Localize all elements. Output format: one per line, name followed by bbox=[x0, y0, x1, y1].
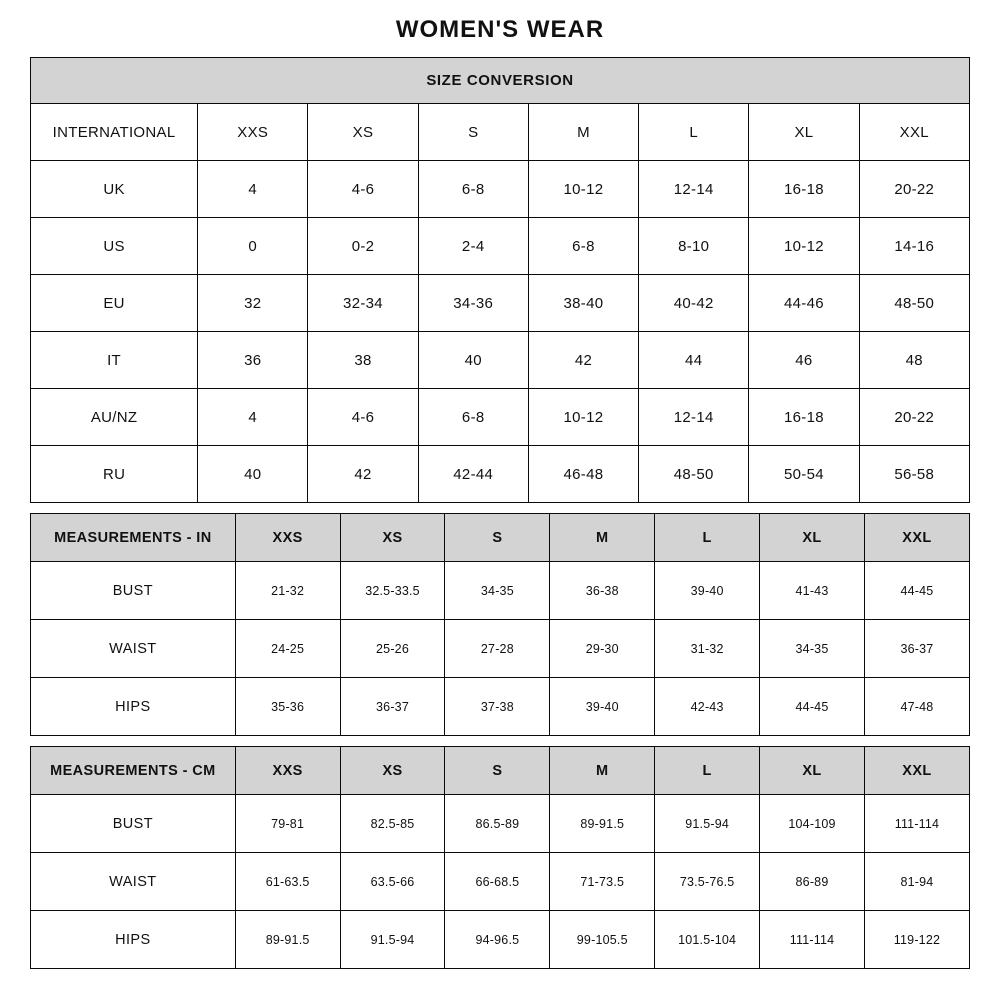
row-label-cell: WAIST bbox=[31, 853, 236, 911]
value-cell: 25-26 bbox=[340, 620, 445, 678]
table-title-row bbox=[31, 58, 970, 104]
value-cell: 36-37 bbox=[340, 678, 445, 736]
value-cell: 104-109 bbox=[760, 795, 865, 853]
value-cell: 42-44 bbox=[418, 446, 528, 503]
value-cell: 34-35 bbox=[445, 562, 550, 620]
value-cell: 12-14 bbox=[639, 389, 749, 446]
value-cell: 50-54 bbox=[749, 446, 859, 503]
table-row bbox=[31, 446, 970, 503]
value-cell: 46-48 bbox=[528, 446, 638, 503]
value-cell: 111-114 bbox=[760, 911, 865, 969]
value-cell: 44-45 bbox=[760, 678, 865, 736]
size-header-cell: XXL bbox=[859, 104, 969, 161]
value-cell: 29-30 bbox=[550, 620, 655, 678]
value-cell: 10-12 bbox=[749, 218, 859, 275]
table-row bbox=[31, 853, 970, 911]
value-cell: 44-46 bbox=[749, 275, 859, 332]
row-label-cell: EU bbox=[31, 275, 198, 332]
value-cell: 86.5-89 bbox=[445, 795, 550, 853]
table-title-cell: MEASUREMENTS - CM bbox=[31, 747, 236, 795]
size-header-cell: XL bbox=[760, 514, 865, 562]
row-label-cell: IT bbox=[31, 332, 198, 389]
value-cell: 10-12 bbox=[528, 389, 638, 446]
table-row bbox=[31, 275, 970, 332]
size-header-cell: XXL bbox=[864, 747, 969, 795]
size-header-cell: XXS bbox=[235, 514, 340, 562]
value-cell: 48-50 bbox=[859, 275, 969, 332]
value-cell: 46 bbox=[749, 332, 859, 389]
header-row bbox=[31, 514, 970, 562]
size-header-cell: M bbox=[550, 747, 655, 795]
value-cell: 101.5-104 bbox=[655, 911, 760, 969]
value-cell: 36-38 bbox=[550, 562, 655, 620]
value-cell: 66-68.5 bbox=[445, 853, 550, 911]
value-cell: 27-28 bbox=[445, 620, 550, 678]
value-cell: 41-43 bbox=[760, 562, 865, 620]
value-cell: 10-12 bbox=[528, 161, 638, 218]
size-header-cell: L bbox=[655, 514, 760, 562]
row-label-cell: US bbox=[31, 218, 198, 275]
value-cell: 34-36 bbox=[418, 275, 528, 332]
value-cell: 24-25 bbox=[235, 620, 340, 678]
value-cell: 4-6 bbox=[308, 389, 418, 446]
value-cell: 99-105.5 bbox=[550, 911, 655, 969]
table-row bbox=[31, 161, 970, 218]
value-cell: 37-38 bbox=[445, 678, 550, 736]
value-cell: 94-96.5 bbox=[445, 911, 550, 969]
value-cell: 36-37 bbox=[864, 620, 969, 678]
table-row bbox=[31, 389, 970, 446]
value-cell: 40-42 bbox=[639, 275, 749, 332]
size-header-cell: XS bbox=[308, 104, 418, 161]
value-cell: 119-122 bbox=[864, 911, 969, 969]
value-cell: 56-58 bbox=[859, 446, 969, 503]
value-cell: 42-43 bbox=[655, 678, 760, 736]
value-cell: 31-32 bbox=[655, 620, 760, 678]
row-label-cell: AU/NZ bbox=[31, 389, 198, 446]
value-cell: 71-73.5 bbox=[550, 853, 655, 911]
size-header-cell: M bbox=[528, 104, 638, 161]
row-label-cell: UK bbox=[31, 161, 198, 218]
value-cell: 32.5-33.5 bbox=[340, 562, 445, 620]
value-cell: 61-63.5 bbox=[235, 853, 340, 911]
size-header-cell: XL bbox=[760, 747, 865, 795]
value-cell: 14-16 bbox=[859, 218, 969, 275]
value-cell: 111-114 bbox=[864, 795, 969, 853]
value-cell: 48-50 bbox=[639, 446, 749, 503]
value-cell: 39-40 bbox=[655, 562, 760, 620]
value-cell: 6-8 bbox=[418, 161, 528, 218]
value-cell: 16-18 bbox=[749, 389, 859, 446]
size-conversion-title: SIZE CONVERSION bbox=[31, 58, 970, 104]
value-cell: 6-8 bbox=[418, 389, 528, 446]
value-cell: 42 bbox=[308, 446, 418, 503]
size-conversion-table bbox=[30, 57, 970, 503]
value-cell: 4-6 bbox=[308, 161, 418, 218]
value-cell: 34-35 bbox=[760, 620, 865, 678]
value-cell: 39-40 bbox=[550, 678, 655, 736]
value-cell: 4 bbox=[198, 389, 308, 446]
size-header-cell: XS bbox=[340, 514, 445, 562]
value-cell: 6-8 bbox=[528, 218, 638, 275]
size-header-cell: XXS bbox=[198, 104, 308, 161]
value-cell: 82.5-85 bbox=[340, 795, 445, 853]
size-header-cell: M bbox=[550, 514, 655, 562]
value-cell: 91.5-94 bbox=[655, 795, 760, 853]
value-cell: 38-40 bbox=[528, 275, 638, 332]
size-header-cell: XL bbox=[749, 104, 859, 161]
table-row bbox=[31, 911, 970, 969]
size-header-cell: L bbox=[639, 104, 749, 161]
table-row bbox=[31, 332, 970, 389]
table-row bbox=[31, 562, 970, 620]
value-cell: 79-81 bbox=[235, 795, 340, 853]
value-cell: 32-34 bbox=[308, 275, 418, 332]
value-cell: 12-14 bbox=[639, 161, 749, 218]
row-label-cell: HIPS bbox=[31, 911, 236, 969]
value-cell: 0 bbox=[198, 218, 308, 275]
row-label-cell: BUST bbox=[31, 795, 236, 853]
table-row bbox=[31, 795, 970, 853]
size-header-cell: XS bbox=[340, 747, 445, 795]
size-header-cell: XXL bbox=[864, 514, 969, 562]
value-cell: 48 bbox=[859, 332, 969, 389]
value-cell: 20-22 bbox=[859, 161, 969, 218]
table-title-cell: INTERNATIONAL bbox=[31, 104, 198, 161]
row-label-cell: BUST bbox=[31, 562, 236, 620]
row-label-cell: RU bbox=[31, 446, 198, 503]
value-cell: 86-89 bbox=[760, 853, 865, 911]
header-row bbox=[31, 747, 970, 795]
value-cell: 89-91.5 bbox=[235, 911, 340, 969]
value-cell: 8-10 bbox=[639, 218, 749, 275]
size-header-cell: L bbox=[655, 747, 760, 795]
size-header-cell: S bbox=[445, 514, 550, 562]
value-cell: 40 bbox=[198, 446, 308, 503]
measurements-cm-table bbox=[30, 746, 970, 969]
page-title: WOMEN'S WEAR bbox=[395, 16, 605, 43]
table-title-cell: MEASUREMENTS - IN bbox=[31, 514, 236, 562]
value-cell: 16-18 bbox=[749, 161, 859, 218]
value-cell: 35-36 bbox=[235, 678, 340, 736]
value-cell: 44-45 bbox=[864, 562, 969, 620]
value-cell: 42 bbox=[528, 332, 638, 389]
value-cell: 73.5-76.5 bbox=[655, 853, 760, 911]
value-cell: 91.5-94 bbox=[340, 911, 445, 969]
value-cell: 38 bbox=[308, 332, 418, 389]
value-cell: 40 bbox=[418, 332, 528, 389]
size-header-cell: S bbox=[418, 104, 528, 161]
value-cell: 36 bbox=[198, 332, 308, 389]
value-cell: 89-91.5 bbox=[550, 795, 655, 853]
value-cell: 0-2 bbox=[308, 218, 418, 275]
value-cell: 63.5-66 bbox=[340, 853, 445, 911]
value-cell: 2-4 bbox=[418, 218, 528, 275]
value-cell: 21-32 bbox=[235, 562, 340, 620]
value-cell: 44 bbox=[639, 332, 749, 389]
measurements-in-table bbox=[30, 513, 970, 736]
value-cell: 32 bbox=[198, 275, 308, 332]
size-header-cell: XXS bbox=[235, 747, 340, 795]
row-label-cell: HIPS bbox=[31, 678, 236, 736]
value-cell: 4 bbox=[198, 161, 308, 218]
value-cell: 81-94 bbox=[864, 853, 969, 911]
table-row bbox=[31, 620, 970, 678]
table-row bbox=[31, 678, 970, 736]
table-row bbox=[31, 218, 970, 275]
size-header-cell: S bbox=[445, 747, 550, 795]
row-label-cell: WAIST bbox=[31, 620, 236, 678]
value-cell: 20-22 bbox=[859, 389, 969, 446]
header-row bbox=[31, 104, 970, 161]
value-cell: 47-48 bbox=[864, 678, 969, 736]
